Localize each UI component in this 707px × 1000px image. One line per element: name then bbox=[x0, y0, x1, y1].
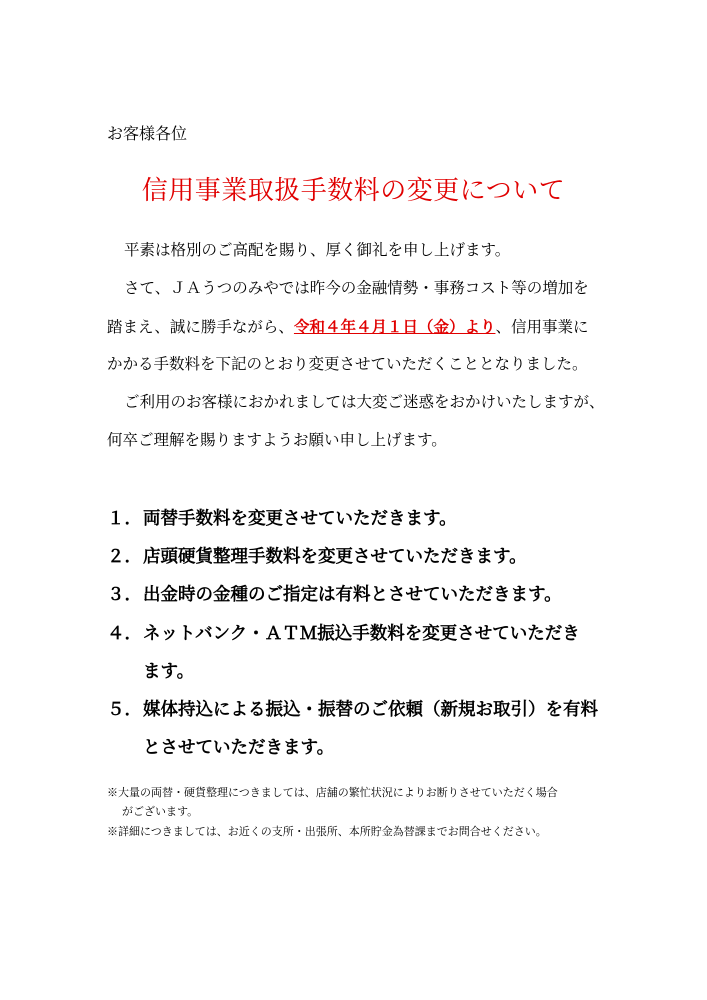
list-item-continuation: ます。 bbox=[143, 662, 195, 682]
list-item-continuation: とさせていただきます。 bbox=[143, 738, 335, 758]
list-item-number: ５． bbox=[107, 700, 142, 720]
paragraph-notice-line2 bbox=[107, 315, 588, 337]
list-item-number: ４． bbox=[107, 624, 142, 644]
list-item bbox=[107, 581, 562, 606]
paragraph-apology-line2: 何卒ご理解を賜りますようお願い申し上げます。 bbox=[107, 431, 447, 449]
list-item bbox=[107, 543, 527, 568]
paragraph-notice-line1: さて、ＪＡうつのみやでは昨今の金融情勢・事務コスト等の増加を bbox=[124, 279, 589, 297]
salutation: お客様各位 bbox=[107, 124, 188, 143]
list-item-text: ネットバンク・ＡＴＭ振込手数料を変更させていただき bbox=[143, 624, 580, 644]
paragraph-apology-line1: ご利用のお客様におかれましては大変ご迷惑をおかけいたしますが、 bbox=[124, 393, 605, 411]
notice-text-after: 、信用事業に bbox=[495, 318, 589, 336]
page-title: 信用事業取扱手数料の変更について bbox=[141, 176, 566, 206]
list-item-text: 出金時の金種のご指定は有料とさせていただきます。 bbox=[143, 585, 562, 605]
footnote-2: ※詳細につきましては、お近くの支所・出張所、本所貯金為替課までお問合せください。 bbox=[107, 825, 547, 838]
footnote-1-line2: がございます。 bbox=[122, 805, 199, 818]
paragraph-greeting: 平素は格別のご高配を賜り、厚く御礼を申し上げます。 bbox=[124, 241, 511, 259]
list-item-number: ２． bbox=[107, 547, 142, 567]
list-item-number: ３． bbox=[107, 585, 142, 605]
list-item-text: 両替手数料を変更させていただきます。 bbox=[143, 509, 457, 529]
list-item-number: １． bbox=[107, 509, 142, 529]
notice-text-before: 踏まえ、誠に勝手ながら、 bbox=[107, 318, 294, 336]
list-item bbox=[107, 505, 457, 530]
effective-date-highlight: 令和４年４月１日（金）より bbox=[293, 317, 496, 336]
list-item-text: 店頭硬貨整理手数料を変更させていただきます。 bbox=[143, 547, 527, 567]
paragraph-notice-line3: かかる手数料を下記のとおり変更させていただくこととなりました。 bbox=[107, 355, 588, 373]
list-item-text: 媒体持込による振込・振替のご依頼（新規お取引）を有料 bbox=[143, 700, 598, 720]
footnote-1-line1: ※大量の両替・硬貨整理につきましては、店舗の繁忙状況によりお断りさせていただく場合 bbox=[107, 786, 558, 799]
list-item bbox=[107, 696, 598, 721]
list-item bbox=[107, 620, 580, 645]
